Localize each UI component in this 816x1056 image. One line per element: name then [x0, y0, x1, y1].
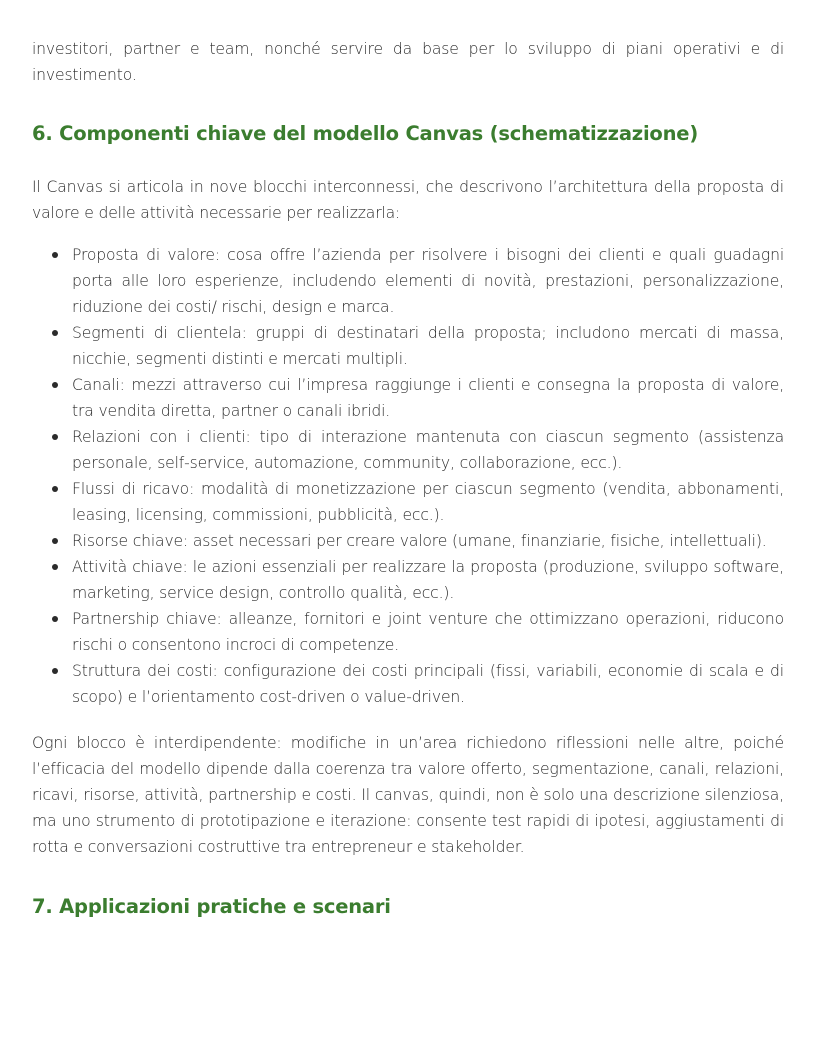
- intro-continuation-paragraph: investitori, partner e team, nonché servire da base per lo sviluppo di piani operativi e di investimento.: [32, 40, 784, 84]
- section-7-heading: 7. Applicazioni pratiche e scenari: [32, 895, 391, 918]
- list-item-key-resources: Risorse chiave: asset necessari per creare valore (umane, finanziarie, fisiche, intellettuali).: [72, 528, 784, 554]
- document-page: [32, 36, 784, 921]
- list-item-key-partnerships: Partnership chiave: alleanze, fornitori e joint venture che ottimizzano operazioni, riducono rischi o consentono incroci di competenze.: [72, 606, 784, 658]
- list-item-customer-relationships: Relazioni con i clienti: tipo di interazione mantenuta con ciascun segmento (assistenza personale, self-service, automazione, community, collaborazione, ecc.).: [72, 424, 784, 476]
- list-item-cost-structure: Struttura dei costi: configurazione dei costi principali (fissi, variabili, economie di scala e di scopo) e l’orientamento cost-driven o value-driven.: [72, 658, 784, 710]
- section-6-intro-paragraph: Il Canvas si articola in nove blocchi interconnessi, che descrivono l’architettura della proposta di valore e delle attività necessarie per realizzarla:: [32, 178, 784, 222]
- list-item-key-activities: Attività chiave: le azioni essenziali per realizzare la proposta (produzione, sviluppo software, marketing, service design, controllo qualità, ecc.).: [72, 554, 784, 606]
- list-item-channels: Canali: mezzi attraverso cui l’impresa raggiunge i clienti e consegna la proposta di valore, tra vendita diretta, partner o canali ibridi.: [72, 372, 784, 424]
- section-6-heading: 6. Componenti chiave del modello Canvas (schematizzazione): [32, 122, 699, 145]
- list-item-revenue-streams: Flussi di ricavo: modalità di monetizzazione per ciascun segmento (vendita, abbonamenti, leasing, licensing, commissioni, pubblicità, ecc.).: [72, 476, 784, 528]
- list-item-customer-segments: Segmenti di clientela: gruppi di destinatari della proposta; includono mercati di massa, nicchie, segmenti distinti e mercati multipli.: [72, 320, 784, 372]
- list-item-value-proposition: Proposta di valore: cosa offre l’azienda per risolvere i bisogni dei clienti e quali guadagni porta alle loro esperienze, includendo elementi di novità, prestazioni, personalizzazione, riduzione dei costi/ rischi, design e marca.: [72, 242, 784, 320]
- canvas-components-list: [32, 242, 784, 710]
- section-6-closing-paragraph: Ogni blocco è interdipendente: modifiche in un’area richiedono riflessioni nelle altre, poiché l’efficacia del modello dipende dalla coerenza tra valore offerto, segmentazione, canali, relazioni, ricavi, risorse, attività, partnership e costi. Il canvas, quindi, non è solo una descrizione silenziosa, ma uno strumento di prototipazione e iterazione: consente test rapidi di ipotesi, aggiustamenti di rotta e conversazioni costruttive tra entrepreneur e stakeholder.: [32, 734, 784, 856]
